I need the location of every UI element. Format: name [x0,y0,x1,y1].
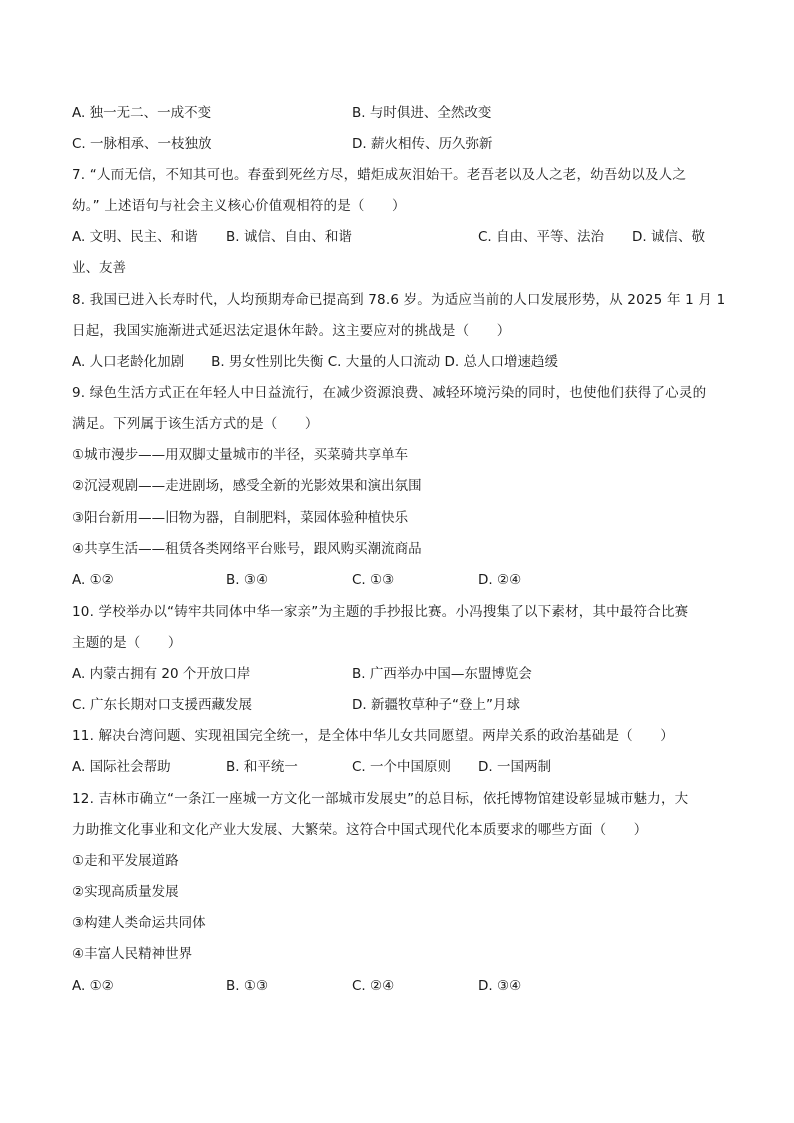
q9-item-3: ③阳台新用——旧物为器，自制肥料，菜园体验种植快乐 [72,510,409,526]
q9-item-2: ②沉浸观剧——走进剧场，感受全新的光影效果和演出氛围 [72,478,422,494]
q6-option-d: D. 薪火相传、历久弥新 [352,136,493,152]
q7-option-d-continued: 业、友善 [72,260,126,276]
q9-stem-line2: 满足。下列属于该生活方式的是（ ） [72,416,319,432]
q8-stem-line2: 日起，我国实施渐进式延迟法定退休年龄。这主要应对的挑战是（ ） [72,323,511,339]
q10-option-b: B. 广西举办中国—东盟博览会 [352,666,532,682]
q7-option-b: B. 诚信、自由、和谐 [226,229,352,245]
q7-option-d: D. 诚信、敬 [632,229,705,245]
q6-option-a: A. 独一无二、一成不变 [72,105,212,121]
q11-stem: 11. 解决台湾问题、实现祖国完全统一，是全体中华儿女共同愿望。两岸关系的政治基础是（ ） [72,728,674,744]
q9-stem-line1: 9. 绿色生活方式正在年轻人中日益流行，在减少资源浪费、减轻环境污染的同时，也使他们获得了心灵的 [72,385,707,401]
q10-stem-line2: 主题的是（ ） [72,635,182,651]
q8-options: A. 人口老龄化加剧 B. 男女性别比失衡 C. 大量的人口流动 D. 总人口增速趋缓 [72,354,558,370]
q12-option-c: C. ②④ [352,978,395,994]
q12-item-1: ①走和平发展道路 [72,853,179,869]
q10-option-c: C. 广东长期对口支援西藏发展 [72,697,253,713]
q12-option-d: D. ③④ [478,978,522,994]
q10-option-a: A. 内蒙古拥有 20 个开放口岸 [72,666,251,682]
q12-stem-line1: 12. 吉林市确立“一条江一座城一方文化一部城市发展史”的总目标，依托博物馆建设彰显城市魅力，大 [72,791,689,807]
q12-option-b: B. ①③ [226,978,269,994]
q11-option-a: A. 国际社会帮助 [72,759,171,775]
q11-option-b: B. 和平统一 [226,759,298,775]
q6-option-b: B. 与时俱进、全然改变 [352,105,492,121]
q10-option-d: D. 新疆牧草种子“登上”月球 [352,697,520,713]
q7-stem-line1: 7. “人而无信，不知其可也。春蚕到死丝方尽，蜡炬成灰泪始干。老吾老以及人之老，幼吾幼以及人之 [72,167,687,183]
q12-item-4: ④丰富人民精神世界 [72,946,193,962]
q12-item-3: ③构建人类命运共同体 [72,915,206,931]
q9-item-1: ①城市漫步——用双脚丈量城市的半径，买菜骑共享单车 [72,447,409,463]
q11-option-d: D. 一国两制 [478,759,551,775]
q12-stem-line2: 力助推文化事业和文化产业大发展、大繁荣。这符合中国式现代化本质要求的哪些方面（ ） [72,822,648,838]
q9-item-4: ④共享生活——租赁各类网络平台账号，跟风购买潮流商品 [72,541,422,557]
q9-option-d: D. ②④ [478,572,522,588]
q7-option-a: A. 文明、民主、和谐 [72,229,198,245]
q9-option-a: A. ①② [72,572,114,588]
q6-option-c: C. 一脉相承、一枝独放 [72,136,212,152]
q12-option-a: A. ①② [72,978,114,994]
q9-option-b: B. ③④ [226,572,269,588]
q10-stem-line1: 10. 学校举办以“铸牢共同体中华一家亲”为主题的手抄报比赛。小冯搜集了以下素材，其中最符合比赛 [72,604,689,620]
q11-option-c: C. 一个中国原则 [352,759,452,775]
q8-stem-line1: 8. 我国已进入长寿时代，人均预期寿命已提高到 78.6 岁。为适应当前的人口发展形势，从 2025 年 1 月 1 [72,292,726,308]
q7-option-c: C. 自由、平等、法治 [478,229,605,245]
q9-option-c: C. ①③ [352,572,395,588]
q12-item-2: ②实现高质量发展 [72,884,179,900]
q7-stem-line2: 幼。” 上述语句与社会主义核心价值观相符的是（ ） [72,198,406,214]
